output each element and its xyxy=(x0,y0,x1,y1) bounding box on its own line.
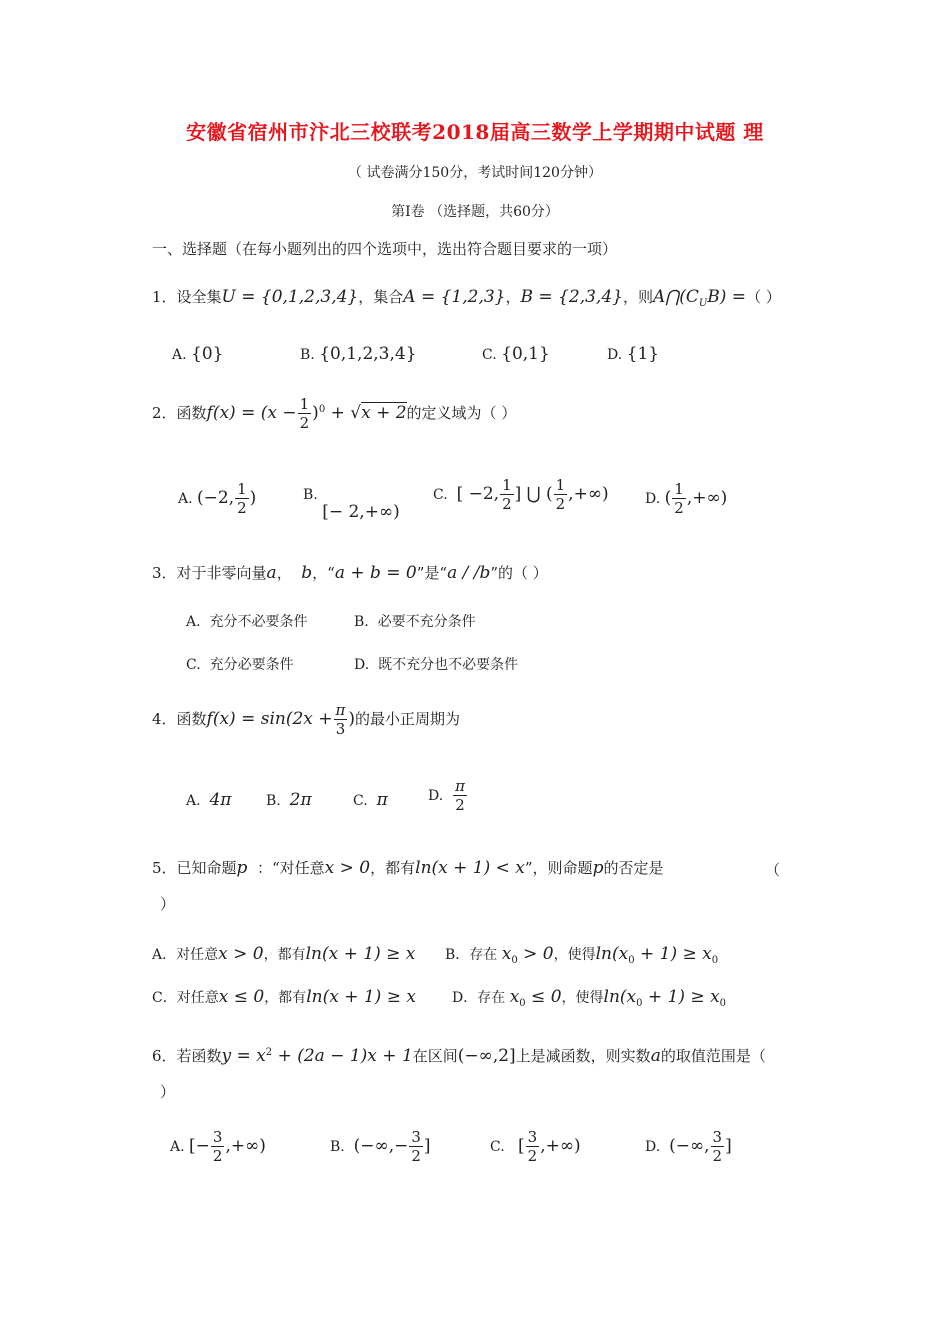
q5-paren-close: ） xyxy=(160,895,176,913)
question-5: 5．已知命题p ：“对任意x > 0，都有ln(x + 1) < x”，则命题p的否定是 xyxy=(152,858,664,878)
q3-option-d: D. 既不充分也不必要条件 xyxy=(354,657,519,673)
q3-option-a: A. 充分不必要条件 xyxy=(186,614,308,630)
question-6: 6．若函数$y = x^2 + (2a - 1)x + 1$在区间(−∞,2]上是减函数，则实数a的取值范围是（ xyxy=(152,1046,766,1066)
q1-option-d: D. {1} xyxy=(607,344,660,364)
page-title: 安徽省宿州市汴北三校联考2018届高三数学上学期期中试题 理 xyxy=(186,120,764,144)
q4-option-a: A. 4π xyxy=(186,790,232,810)
q4-option-d: D. $\frac{\pi}{2}$ xyxy=(428,777,465,814)
q4-option-b: B. 2π xyxy=(266,790,312,810)
q5-option-b: B．存在 $x_0 > 0$，使得$\ln(x_0 + 1) \ge x_0$ xyxy=(445,944,719,966)
q4-option-c: C. π xyxy=(353,790,388,810)
q6-option-b: B. (−∞,− $\frac{3}{2}$ ] xyxy=(330,1128,431,1165)
q2-option-c: C. [ −2, $\frac{1}{2}$ ] ⋃ ( $\frac{1}{2}$ ,+∞) xyxy=(433,476,609,513)
q5-paren-open: （ xyxy=(765,861,781,879)
q3-option-b: B. 必要不充分条件 xyxy=(354,614,476,630)
q5-option-c: C．对任意x ≤ 0，都有ln(x + 1) ≥ x xyxy=(152,987,416,1007)
part-heading: 第Ⅰ卷 （选择题，共60分） xyxy=(391,204,559,220)
question-4: 4．函数f(x) = sin(2x + $\frac{\pi}{3}$ )的最小正周期为 xyxy=(152,701,461,738)
q2-option-b: B. [− 2,+∞) xyxy=(303,487,400,522)
q1-option-c: C. {0,1} xyxy=(482,344,550,364)
question-2: 2．函数f(x) = (x − $\frac{1}{2}$ )$^0$ + √x + 2的定义域为（ ） xyxy=(152,395,517,432)
q6-option-c: C. [ $\frac{3}{2}$ ,+∞) xyxy=(490,1128,581,1165)
q6-paren-close: ） xyxy=(160,1083,176,1101)
section-heading: 一、选择题（在每小题列出的四个选项中，选出符合题目要求的一项） xyxy=(152,240,618,258)
question-3: 3．对于非零向量a， b，“a + b = 0”是“a / /b”的（ ） xyxy=(152,563,548,583)
q2-option-a: A. (−2, $\frac{1}{2}$ ) xyxy=(178,480,257,517)
q3-option-c: C. 充分必要条件 xyxy=(186,657,294,673)
q5-option-d: D．存在 $x_0 \le 0$，使得$\ln(x_0 + 1) \ge x_0$ xyxy=(452,987,727,1009)
q2-option-d: D. ( $\frac{1}{2}$ ,+∞) xyxy=(645,480,728,517)
q1-option-a: A. {0} xyxy=(172,344,224,364)
q5-option-a: A．对任意x > 0，都有ln(x + 1) ≥ x xyxy=(152,944,416,964)
question-1: 1．设全集U = {0,1,2,3,4}，集合A = {1,2,3}，B = {2,3,4}，则$A⋂(C_UB)$ =（ ） xyxy=(152,287,781,309)
q1-option-b: B. {0,1,2,3,4} xyxy=(300,344,417,364)
q6-option-d: D. (−∞, $\frac{3}{2}$ ] xyxy=(645,1128,732,1165)
exam-info: （ 试卷满分150分，考试时间120分钟） xyxy=(348,165,602,181)
q6-option-a: A. [− $\frac{3}{2}$ ,+∞) xyxy=(170,1128,266,1165)
